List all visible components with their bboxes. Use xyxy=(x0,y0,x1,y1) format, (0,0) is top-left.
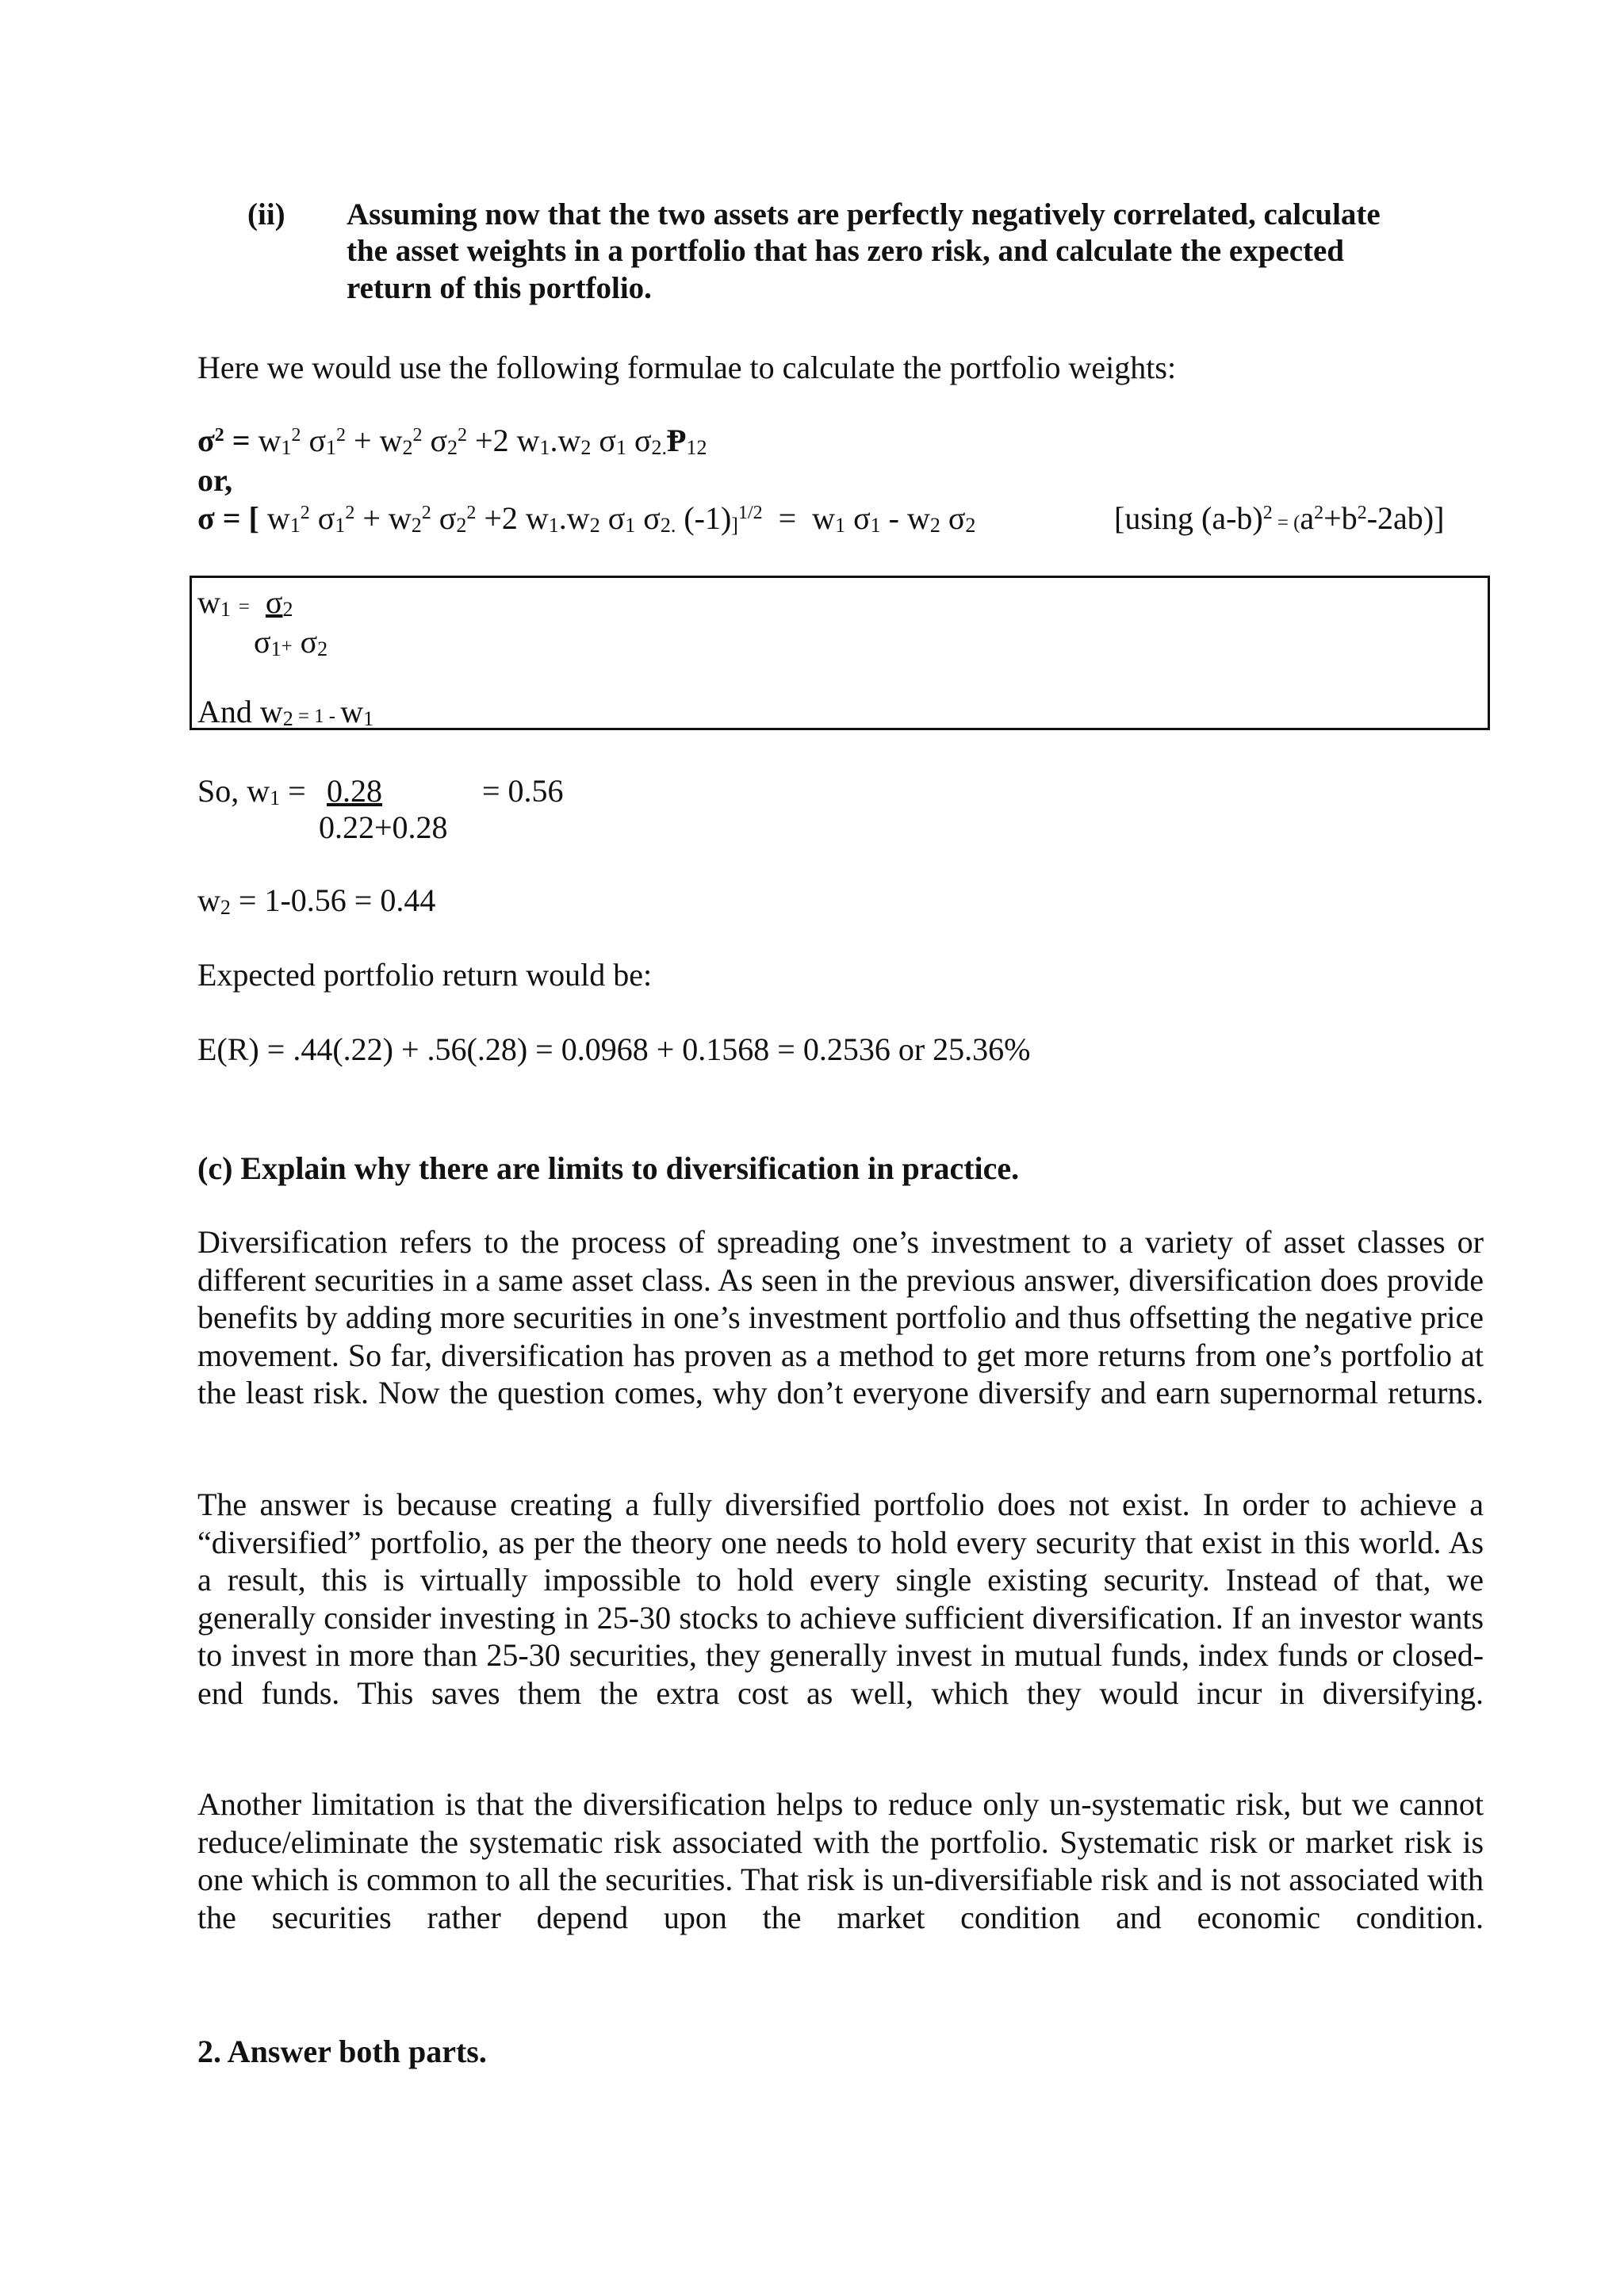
calc-numerator: 0.28 xyxy=(327,773,382,809)
variance-formula: $\sigma^2 = w_1^2$ $\sigma_1^2 + w_2^2$ $\sigma_2^2 +2$ $w_1.w_2$ $\sigma_1$ $\sigma_{2.}Ᵽ_{12}$ xyxy=(197,423,707,459)
paragraph-line: different securities in a same asset class. As seen in the previous answer, diversification does xyxy=(197,1261,1379,1298)
w2-calc-text: = 1-0.56 = 0.44 xyxy=(238,882,436,918)
paragraph-line: As a result, this is virtually impossible to hold every single existing security. Instead of that, we xyxy=(197,1524,1484,1598)
question-2-heading: 2. Answer both parts. xyxy=(197,2034,487,2069)
w1-denominator: $\sigma_1+ \sigma_2$ xyxy=(254,624,328,660)
paragraph-line: from one’s portfolio at the least risk. Now the question comes, why don’t everyone diversify and xyxy=(197,1337,1484,1410)
paragraph-line: or closed-end funds. This saves them the extra cost as well, which they would incur in xyxy=(197,1637,1484,1711)
paragraph-line: Another limitation is that the diversification helps to reduce only un-systematic risk, but we xyxy=(197,1786,1389,1822)
question-line: the asset weights in a portfolio that has zero risk, and calculate the expected xyxy=(347,234,1344,268)
paragraph-line: The answer is because creating a fully diversified portfolio does not exist. In order to achieve a xyxy=(197,1487,1484,1522)
section-c-heading: (c) Explain why there are limits to diversification in practice. xyxy=(197,1150,1020,1186)
paragraph-line: market risk is one which is common to all the securities. That risk is un-diversifiable risk and is xyxy=(197,1823,1484,1897)
w1-formula: $w_1 = \sigma_2$ xyxy=(197,584,293,621)
paragraph-line: Diversification refers to the process of spreading one’s investment to a variety of asset classes or xyxy=(197,1224,1484,1260)
calc-denominator: 0.22+0.28 xyxy=(319,809,448,845)
paragraph xyxy=(197,1486,1484,1750)
paragraph-line: diversifying. xyxy=(1322,1674,1484,1711)
weights-formula-box xyxy=(190,576,1490,730)
identity-note-text: [using (a-b) xyxy=(1114,500,1263,536)
w2-formula: And $w_2 = 1 - w_1$ xyxy=(197,694,374,730)
or-label: or, xyxy=(197,462,233,498)
question-line: Assuming now that the two assets are perfectly negatively correlated, calculate xyxy=(347,197,1381,232)
w2-calc-line: $w_2 = 1-0.56 = 0.44$ xyxy=(197,882,436,919)
sigma-formula: σ = [ $w_1^2$ $\sigma_1^2 + w_2^2$ $\sigma_2^2 +2$ $w_1.w_2$ $\sigma_1$ $\sigma_{2.}$ $(-1)_]^{1/2} = w_1$ $\sigma_1 - w_2$ $\sigma_2$ xyxy=(197,500,976,537)
paragraph-line: not associated with the securities rather depend upon the market condition and economic xyxy=(197,1862,1484,1935)
paragraph-line: cannot reduce/eliminate the systematic risk associated with the portfolio. Systematic risk or xyxy=(197,1786,1484,1860)
and-text: And w xyxy=(197,694,283,729)
paragraph-line: earn supernormal returns. xyxy=(1155,1375,1484,1410)
question-line: return of this portfolio. xyxy=(347,271,652,305)
expected-return-label: Expected portfolio return would be: xyxy=(197,957,653,993)
paragraph-line: provide benefits by adding more securities in one’s investment portfolio and thus offsetting the xyxy=(197,1261,1484,1335)
so-w1-line: So, $w_1$ = xyxy=(197,773,306,809)
paragraph xyxy=(197,1223,1484,1449)
paragraph-line: negative price movement. So far, diversification has proven as a method to get more returns xyxy=(197,1299,1484,1373)
question-label: (ii) xyxy=(247,197,285,232)
calc-result: = 0.56 xyxy=(482,773,564,809)
expected-return-calc: E(R) = .44(.22) + .56(.28) = 0.0968 + 0.1568 = 0.2536 or 25.36% xyxy=(197,1031,1031,1067)
paragraph-line: generally consider investing in 25-30 stocks to achieve sufficient diversification. If an investor xyxy=(197,1599,1402,1636)
paragraph-line: condition. xyxy=(1355,1899,1484,1935)
intro-text: Here we would use the following formulae to calculate the portfolio weights: xyxy=(197,350,1177,385)
identity-note: [using $(a-b)^2 = (a^2+b^2-2ab)$] xyxy=(1114,500,1445,536)
paragraph-line: wants to invest in more than 25-30 securities, they generally invest in mutual funds, index funds xyxy=(197,1599,1484,1673)
so-label: So, w xyxy=(197,773,270,809)
paragraph-line: “diversified” portfolio, as per the theory one needs to hold every security that exist in this world. xyxy=(197,1524,1442,1560)
paragraph xyxy=(197,1785,1484,1974)
